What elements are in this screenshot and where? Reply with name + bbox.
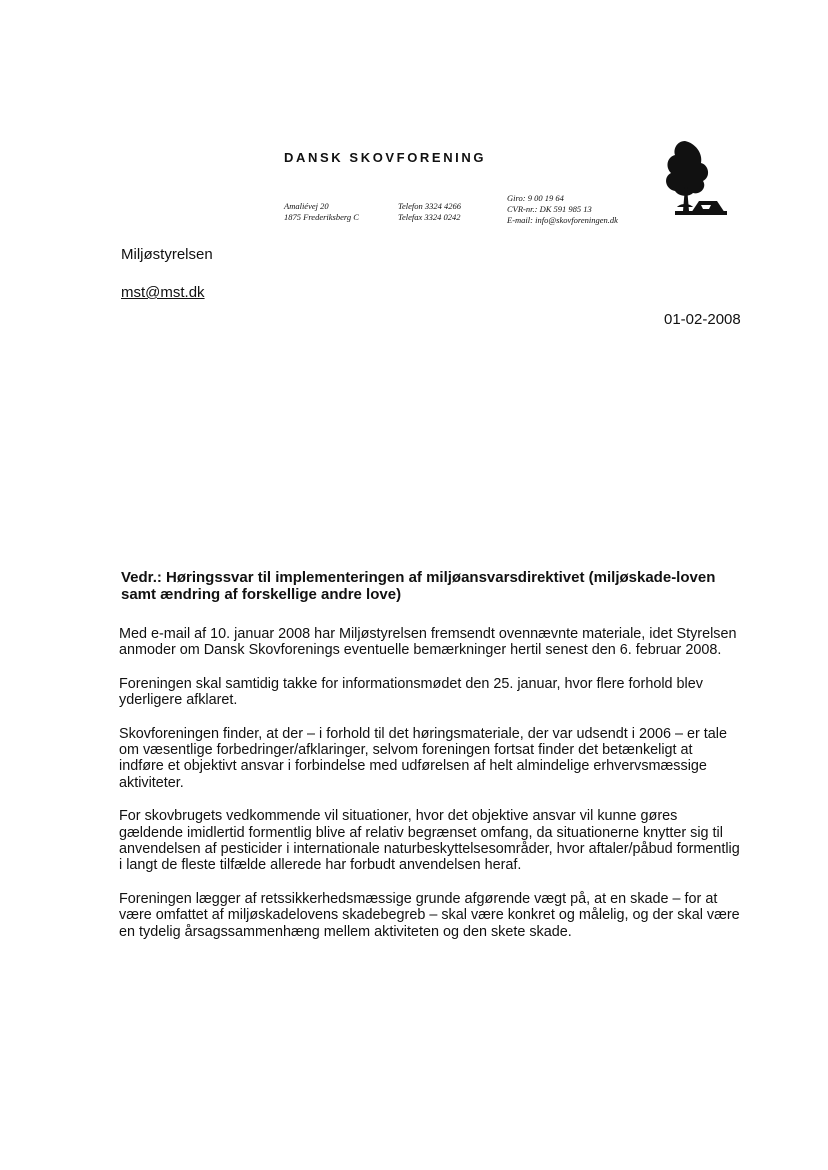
recipient-email-link[interactable]: mst@mst.dk xyxy=(121,284,205,301)
body-paragraph-3: Skovforeningen finder, at der – i forhold til det høringsmateriale, der var udsendt i 2006 – er tale om væsentlige forbedringer/afklaringer, selvom foreningen fortsat finder det betænkeligt at indføre et objektivt ansvar i forbindelse med udførelsen af helt almindelige erhvervsmæssige aktiviteter. xyxy=(119,725,727,791)
body-paragraph-1: Med e-mail af 10. januar 2008 har Miljøstyrelsen fremsendt ovennævnte materiale, idet Styrelsen anmoder om Dansk Skovforenings eventuelle bemærkninger hertil senest den 6. februar 2008. xyxy=(119,626,737,659)
org-name: DANSK SKOVFORENING xyxy=(284,150,487,165)
letter-date: 01-02-2008 xyxy=(664,311,741,328)
recipient-name: Miljøstyrelsen xyxy=(121,246,213,263)
letter-subject: Vedr.: Høringssvar til implementeringen af miljøansvarsdirektivet (miljøskade-loven samt ændring af forskellige andre love) xyxy=(121,569,716,603)
phone-line-2: Telefax 3324 0242 xyxy=(398,212,461,222)
address-line-2: 1875 Frederiksberg C xyxy=(284,212,359,222)
letterhead-address xyxy=(284,201,359,223)
body-paragraph-5: Foreningen lægger af retssikkerhedsmæssige grunde afgørende vægt på, at en skade – for at være omfattet af miljøskadelovens skadebegreb – skal være konkret og målelig, og der skal være en tydelig årsagssammenhæng mellem aktiviteten og den skete skade. xyxy=(119,890,740,940)
email-line: E-mail: info@skovforeningen.dk xyxy=(507,215,618,225)
tree-logo-icon xyxy=(655,137,731,219)
phone-line-1: Telefon 3324 4266 xyxy=(398,201,461,211)
letterhead-phone xyxy=(398,201,461,223)
cvr-line: CVR-nr.: DK 591 985 13 xyxy=(507,204,592,214)
letter-body xyxy=(119,626,741,957)
address-line-1: Amaliévej 20 xyxy=(284,201,329,211)
body-paragraph-4: For skovbrugets vedkommende vil situationer, hvor det objektive ansvar vil kunne gøres gældende imidlertid formentlig blive af relativ begrænset omfang, da situationerne knytter sig til anvendelsen af pesticider i internationale naturbeskyttelsesområder, hvor aftaler/påbud formentlig i langt de fleste tilfælde allerede har forbudt anvendelsen heraf. xyxy=(119,808,740,874)
giro-line: Giro: 9 00 19 64 xyxy=(507,193,564,203)
letterhead-registration xyxy=(507,193,618,226)
body-paragraph-2: Foreningen skal samtidig takke for informationsmødet den 25. januar, hvor flere forhold blev yderligere afklaret. xyxy=(119,675,703,709)
